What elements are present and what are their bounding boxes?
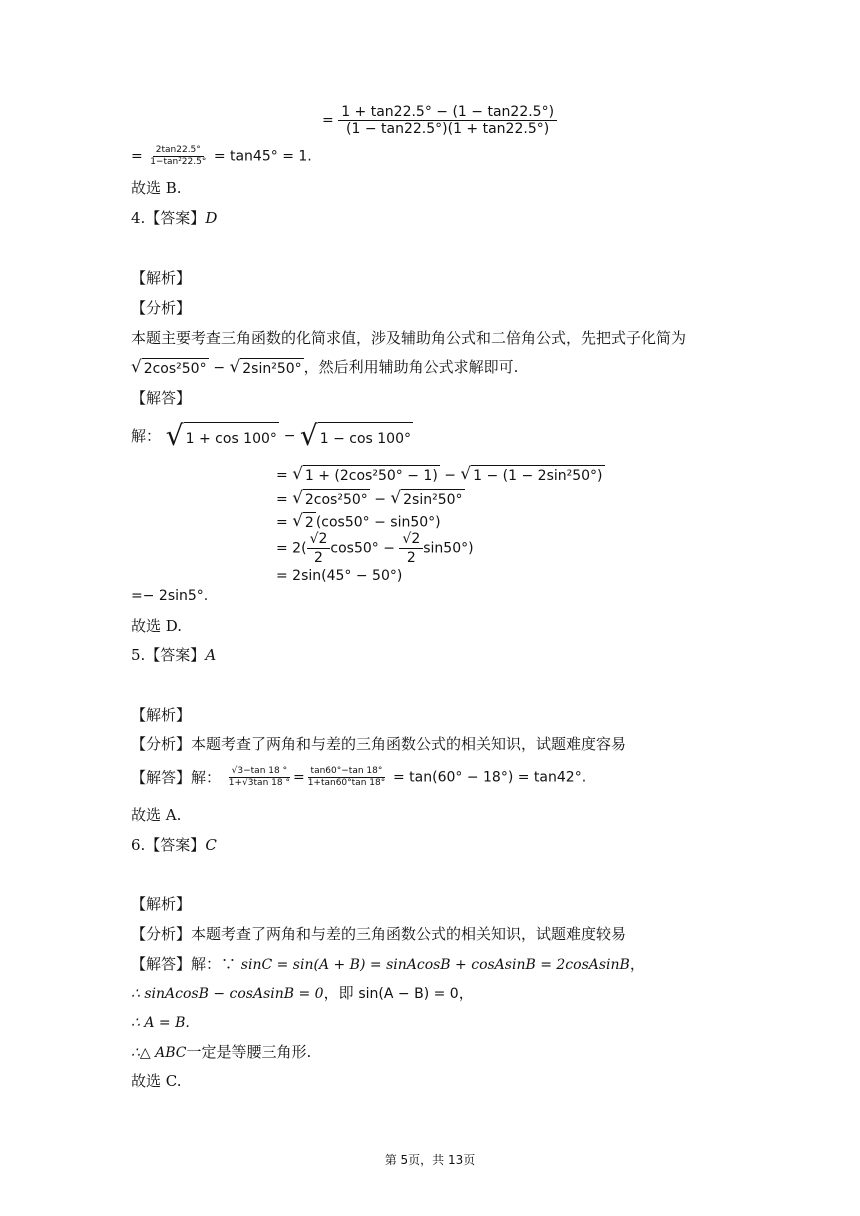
q4-step-2: = √ 2cos²50° − √ 2sin²50° xyxy=(276,487,463,508)
page-footer: 第 5页，共 13页 xyxy=(384,1153,476,1167)
q5-jieda: 【解答】解： $\frac{√3-\tan 18 ^\circ}{1+√3\tan 18 ^\circ}$ = $\frac{\tan 60^\circ-\tan 18^\circ}{1+\tan 60^\circ\tan 18^\circ}$ = tan(60° − 18°) = tan42°. xyxy=(131,766,587,788)
q5-answer-line: 5.【答案】A xyxy=(131,646,217,664)
q4-step-5: = 2sin(45° − 50°) xyxy=(276,568,403,584)
q3-small-num: 2tan22.5° xyxy=(153,145,204,157)
q6-answer-line: 6.【答案】C xyxy=(131,836,217,854)
q4-step-1: = √ 1 + (2cos²50° − 1) − √ 1 − (1 − 2sin²50°) xyxy=(276,463,603,484)
q4-answer-line: 4.【答案】D xyxy=(131,209,218,227)
q3-equation-line: = $\frac{2\tan 22.5^\circ}{\text{1−tan²22.5°}}$ = tan45° = 1. xyxy=(131,145,312,167)
q6-line-1: 【解答】解：∵ sinC = sin(A + B) = sinAcosB + cosAsinB = 2cosAsinB， xyxy=(131,955,645,973)
q6-line-3: ∴ A = B. xyxy=(131,1015,190,1031)
q4-first-line: 解： √ 1 + cos 100° − √ 1 − cos 100° xyxy=(131,419,412,452)
q5-jiexi: 【解析】 xyxy=(131,706,192,724)
q4-jiexi: 【解析】 xyxy=(131,269,192,287)
q4-last: =− 2sin5°. xyxy=(131,588,209,604)
q6-answer: C xyxy=(205,836,217,854)
q4-answer: D xyxy=(205,209,218,227)
q3-top-equation: = $\frac{1 + \tan 22.5^\circ - (1 - \tan 22.5^\circ)}{(1 - \tan 22.5^\circ)(1 + \tan 22.5^\circ)}$ xyxy=(322,104,557,137)
q3-choice: 故选 B. xyxy=(131,179,182,197)
q6-choice: 故选 C. xyxy=(131,1072,182,1090)
q4-jieda: 【解答】 xyxy=(131,389,192,407)
q6-line-2: ∴ sinAcosB − cosAsinB = 0，即 sin(A − B) = 0， xyxy=(131,984,474,1002)
q6-jiexi: 【解析】 xyxy=(131,895,192,913)
q4-choice: 故选 D. xyxy=(131,617,183,635)
q4-step-4: = 2( $\frac{√2}{2}$ cos50° − $\frac{√2}{2}$ sin50°) xyxy=(276,531,474,566)
q6-fenxi: 【分析】本题考查了两角和与差的三角函数公式的相关知识，试题难度较易 xyxy=(131,925,627,943)
q4-analysis-2: √ 2cos²50° − √ 2sin²50° ，然后利用辅助角公式求解即可. xyxy=(131,355,519,377)
q4-analysis-1: 本题主要考查三角函数的化简求值，涉及辅助角公式和二倍角公式，先把式子化简为 xyxy=(131,329,687,347)
q6-line-4: ∴△ ABC一定是等腰三角形. xyxy=(131,1043,312,1061)
q4-fenxi: 【分析】 xyxy=(131,299,192,317)
q3-small-den: 1−tan²22.5° xyxy=(150,157,207,167)
q4-step-3: = √ 2 (cos50° − sin50°) xyxy=(276,510,441,531)
q5-choice: 故选 A. xyxy=(131,806,182,824)
q3-top-num: 1 + tan22.5° − (1 − tan22.5°) xyxy=(338,104,557,121)
q5-answer: A xyxy=(205,646,217,664)
q3-top-den: (1 − tan22.5°)(1 + tan22.5°) xyxy=(346,121,550,137)
q5-fenxi: 【分析】本题考查了两角和与差的三角函数公式的相关知识，试题难度容易 xyxy=(131,735,627,753)
